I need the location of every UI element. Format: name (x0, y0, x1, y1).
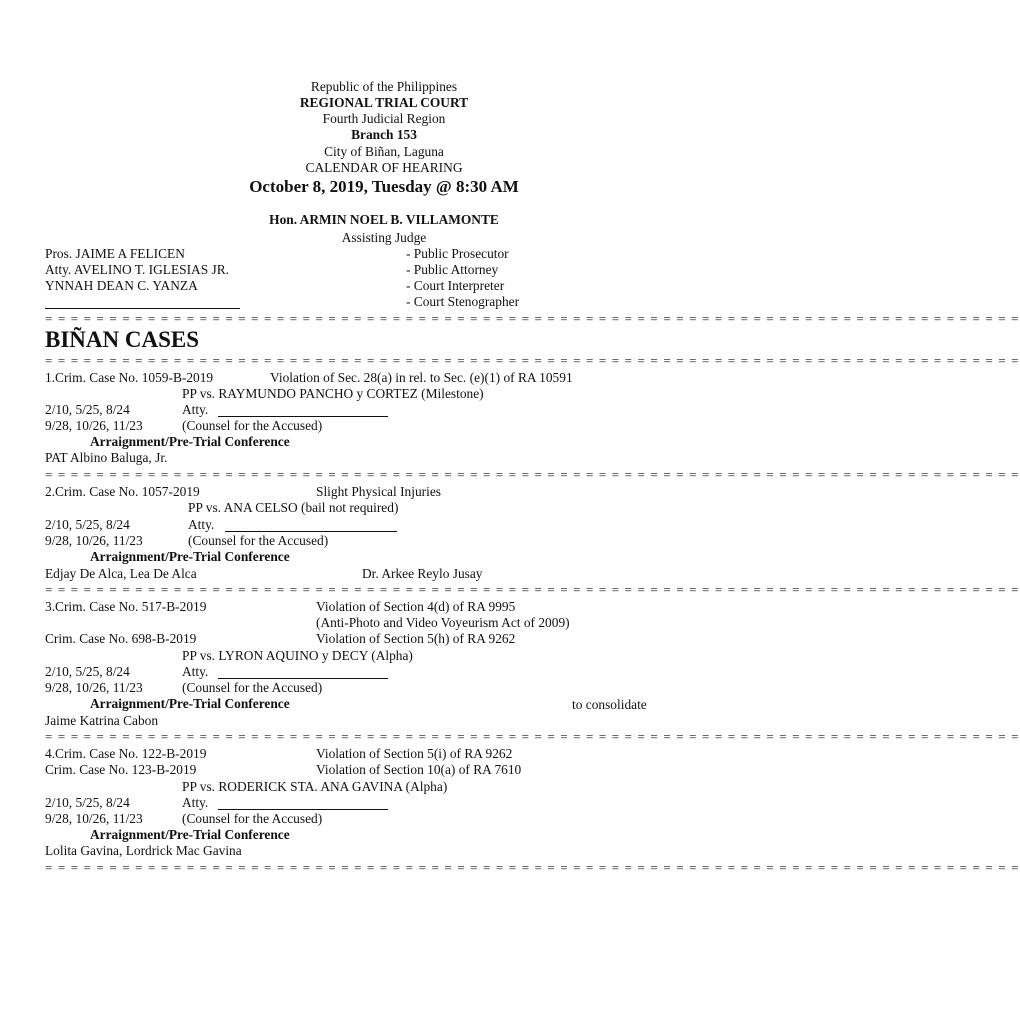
judge-name: Hon. ARMIN NOEL B. VILLAMONTE (269, 212, 499, 227)
attorney-blank (218, 797, 388, 810)
separator: = = = = = = = = = = = = = = = = = = = = = = = = = = = = = = = = = = = = = = = = = = = = = = = = = = = = = = = = = = = = = = = = = = = = = = = = = = = = (45, 311, 1020, 326)
attorney-blank (218, 666, 388, 679)
counsel-note: (Counsel for the Accused) (182, 680, 323, 695)
republic-line: Republic of the Philippines (310, 79, 458, 94)
attorney-label: Atty. (182, 795, 209, 810)
case-number: 3.Crim. Case No. 517-B-2019 (45, 599, 207, 614)
counsel-note: (Counsel for the Accused) (188, 533, 329, 548)
case-parties: PP vs. LYRON AQUINO y DECY (Alpha) (182, 648, 413, 663)
case-offense: (Anti-Photo and Video Voyeurism Act of 2009) (316, 615, 570, 630)
case-offense: Violation of Sec. 28(a) in rel. to Sec. (e)(1) of RA 10591 (270, 370, 573, 385)
city: City of Biñan, Laguna (324, 144, 444, 159)
counsel-note: (Counsel for the Accused) (182, 418, 323, 433)
witness: Dr. Arkee Reylo Jusay (362, 566, 483, 581)
staff-role: - Court Interpreter (406, 278, 505, 293)
case-number: 1.Crim. Case No. 1059-B-2019 (45, 370, 214, 385)
hearing-type: Arraignment/Pre-Trial Conference (90, 549, 290, 564)
section-title: BIÑAN CASES (45, 327, 200, 352)
case-parties: PP vs. ANA CELSO (bail not required) (188, 500, 399, 515)
separator: = = = = = = = = = = = = = = = = = = = = = = = = = = = = = = = = = = = = = = = = = = = = = = = = = = = = = = = = = = = = = = = = = = = = = = = = = = = = (45, 860, 1020, 875)
case-dates: 9/28, 10/26, 11/23 (45, 680, 143, 695)
case-number: Crim. Case No. 123-B-2019 (45, 762, 197, 777)
case-offense: Violation of Section 5(i) of RA 9262 (316, 746, 513, 761)
case-offense: Violation of Section 4(d) of RA 9995 (316, 599, 516, 614)
judicial-region: Fourth Judicial Region (322, 111, 446, 126)
stenographer-blank (45, 296, 240, 309)
separator: = = = = = = = = = = = = = = = = = = = = = = = = = = = = = = = = = = = = = = = = = = = = = = = = = = = = = = = = = = = = = = = = = = = = = = = = = = = = (45, 729, 1020, 744)
attorney-label: Atty. (182, 664, 209, 679)
staff-role: - Public Attorney (406, 262, 499, 277)
hearing-type: Arraignment/Pre-Trial Conference (90, 696, 290, 711)
case-number: 2.Crim. Case No. 1057-2019 (45, 484, 200, 499)
judge-title: Assisting Judge (341, 230, 427, 245)
case-offense: Violation of Section 5(h) of RA 9262 (316, 631, 516, 646)
case-number: 4.Crim. Case No. 122-B-2019 (45, 746, 207, 761)
case-parties: PP vs. RAYMUNDO PANCHO y CORTEZ (Milestone) (182, 386, 484, 401)
separator: = = = = = = = = = = = = = = = = = = = = = = = = = = = = = = = = = = = = = = = = = = = = = = = = = = = = = = = = = = = = = = = = = = = = = = = = = = = = (45, 353, 1020, 368)
case-parties: PP vs. RODERICK STA. ANA GAVINA (Alpha) (182, 779, 448, 794)
hearing-type: Arraignment/Pre-Trial Conference (90, 827, 290, 842)
case-dates: 2/10, 5/25, 8/24 (45, 664, 130, 679)
case-dates: 2/10, 5/25, 8/24 (45, 795, 130, 810)
case-dates: 9/28, 10/26, 11/23 (45, 418, 143, 433)
attorney-label: Atty. (182, 402, 209, 417)
case-dates: 9/28, 10/26, 11/23 (45, 811, 143, 826)
counsel-note: (Counsel for the Accused) (182, 811, 323, 826)
case-offense: Slight Physical Injuries (316, 484, 441, 499)
case-dates: 2/10, 5/25, 8/24 (45, 517, 130, 532)
case-dates: 9/28, 10/26, 11/23 (45, 533, 143, 548)
witness: PAT Albino Baluga, Jr. (45, 450, 168, 465)
case-dates: 2/10, 5/25, 8/24 (45, 402, 130, 417)
separator: = = = = = = = = = = = = = = = = = = = = = = = = = = = = = = = = = = = = = = = = = = = = = = = = = = = = = = = = = = = = = = = = = = = = = = = = = = = = (45, 467, 1020, 482)
court-name: REGIONAL TRIAL COURT (299, 95, 469, 110)
witness: Jaime Katrina Cabon (45, 713, 159, 728)
attorney-label: Atty. (188, 517, 215, 532)
attorney-blank (218, 404, 388, 417)
case-offense: Violation of Section 10(a) of RA 7610 (316, 762, 522, 777)
staff-name: Atty. AVELINO T. IGLESIAS JR. (45, 262, 230, 277)
hearing-date: October 8, 2019, Tuesday @ 8:30 AM (249, 177, 519, 196)
calendar-title: CALENDAR OF HEARING (305, 160, 463, 175)
branch: Branch 153 (351, 127, 417, 142)
witness: Lolita Gavina, Lordrick Mac Gavina (45, 843, 242, 858)
attorney-blank (225, 519, 397, 532)
staff-name: YNNAH DEAN C. YANZA (45, 278, 198, 293)
staff-role: - Court Stenographer (406, 294, 520, 309)
consolidate-note: to consolidate (572, 697, 647, 712)
hearing-type: Arraignment/Pre-Trial Conference (90, 434, 290, 449)
separator: = = = = = = = = = = = = = = = = = = = = = = = = = = = = = = = = = = = = = = = = = = = = = = = = = = = = = = = = = = = = = = = = = = = = = = = = = = = = (45, 582, 1020, 597)
staff-name: Pros. JAIME A FELICEN (45, 246, 185, 261)
case-number: Crim. Case No. 698-B-2019 (45, 631, 197, 646)
witness: Edjay De Alca, Lea De Alca (45, 566, 197, 581)
staff-role: - Public Prosecutor (406, 246, 509, 261)
